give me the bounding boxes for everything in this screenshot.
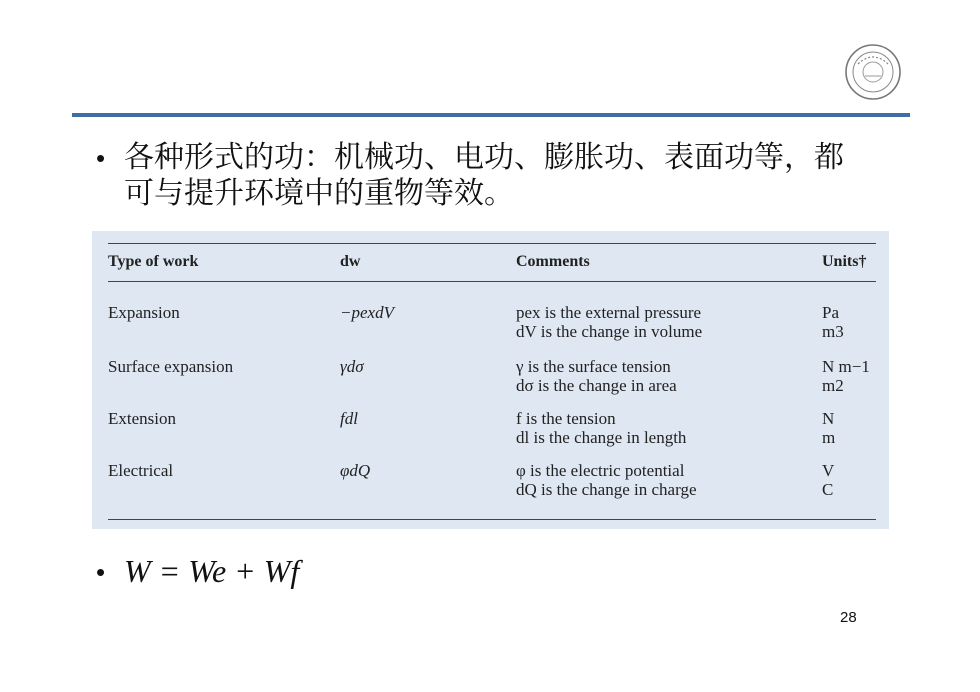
intro-text: 各种形式的功：机械功、电功、膨胀功、表面功等，都可与提升环境中的重物等效。 [124,140,844,211]
row-comment: dl is the change in length [516,428,687,447]
row-unit: m3 [822,322,844,341]
row-comment: pex is the external pressure [516,303,702,322]
work-table-panel [92,231,889,529]
title-divider [72,113,910,117]
bullet-dot: • [96,556,106,587]
row-comment: f is the tension [516,409,616,428]
row-type: Surface expansion [108,357,234,376]
row-type: Expansion [108,303,180,322]
row-comment: dV is the change in volume [516,322,703,341]
row-comment: dQ is the change in charge [516,480,697,499]
row-type: Electrical [108,461,174,480]
table-top-rule [108,243,876,244]
intro-bullet [96,140,864,212]
row-unit: N [822,409,835,428]
row-dw: fdl [340,409,358,428]
work-formula: W = We + Wf [124,553,300,589]
row-unit: m [822,428,836,447]
header-comments: Comments [516,253,590,270]
row-unit: Pa [822,303,839,322]
row-type: Extension [108,409,176,428]
row-comment: γ is the surface tension [516,357,671,376]
header-type: Type of work [108,253,199,270]
row-comment: dσ is the change in area [516,376,677,395]
row-unit: N m−1 [822,357,870,376]
bullet-dot: • [96,143,106,173]
university-seal-icon [843,42,903,102]
row-dw: γdσ [340,357,364,376]
row-unit: V [822,461,835,480]
header-rule [108,281,876,282]
header-dw: dw [340,253,361,270]
table-bottom-rule [108,519,876,520]
row-unit: C [822,480,834,499]
row-dw: φdQ [340,461,371,480]
formula-bullet [96,553,299,590]
row-dw: −pexdV [340,303,394,322]
header-units: Units† [822,253,867,270]
page-number: 28 [840,609,857,626]
row-comment: φ is the electric potential [516,461,685,480]
row-unit: m2 [822,376,844,395]
